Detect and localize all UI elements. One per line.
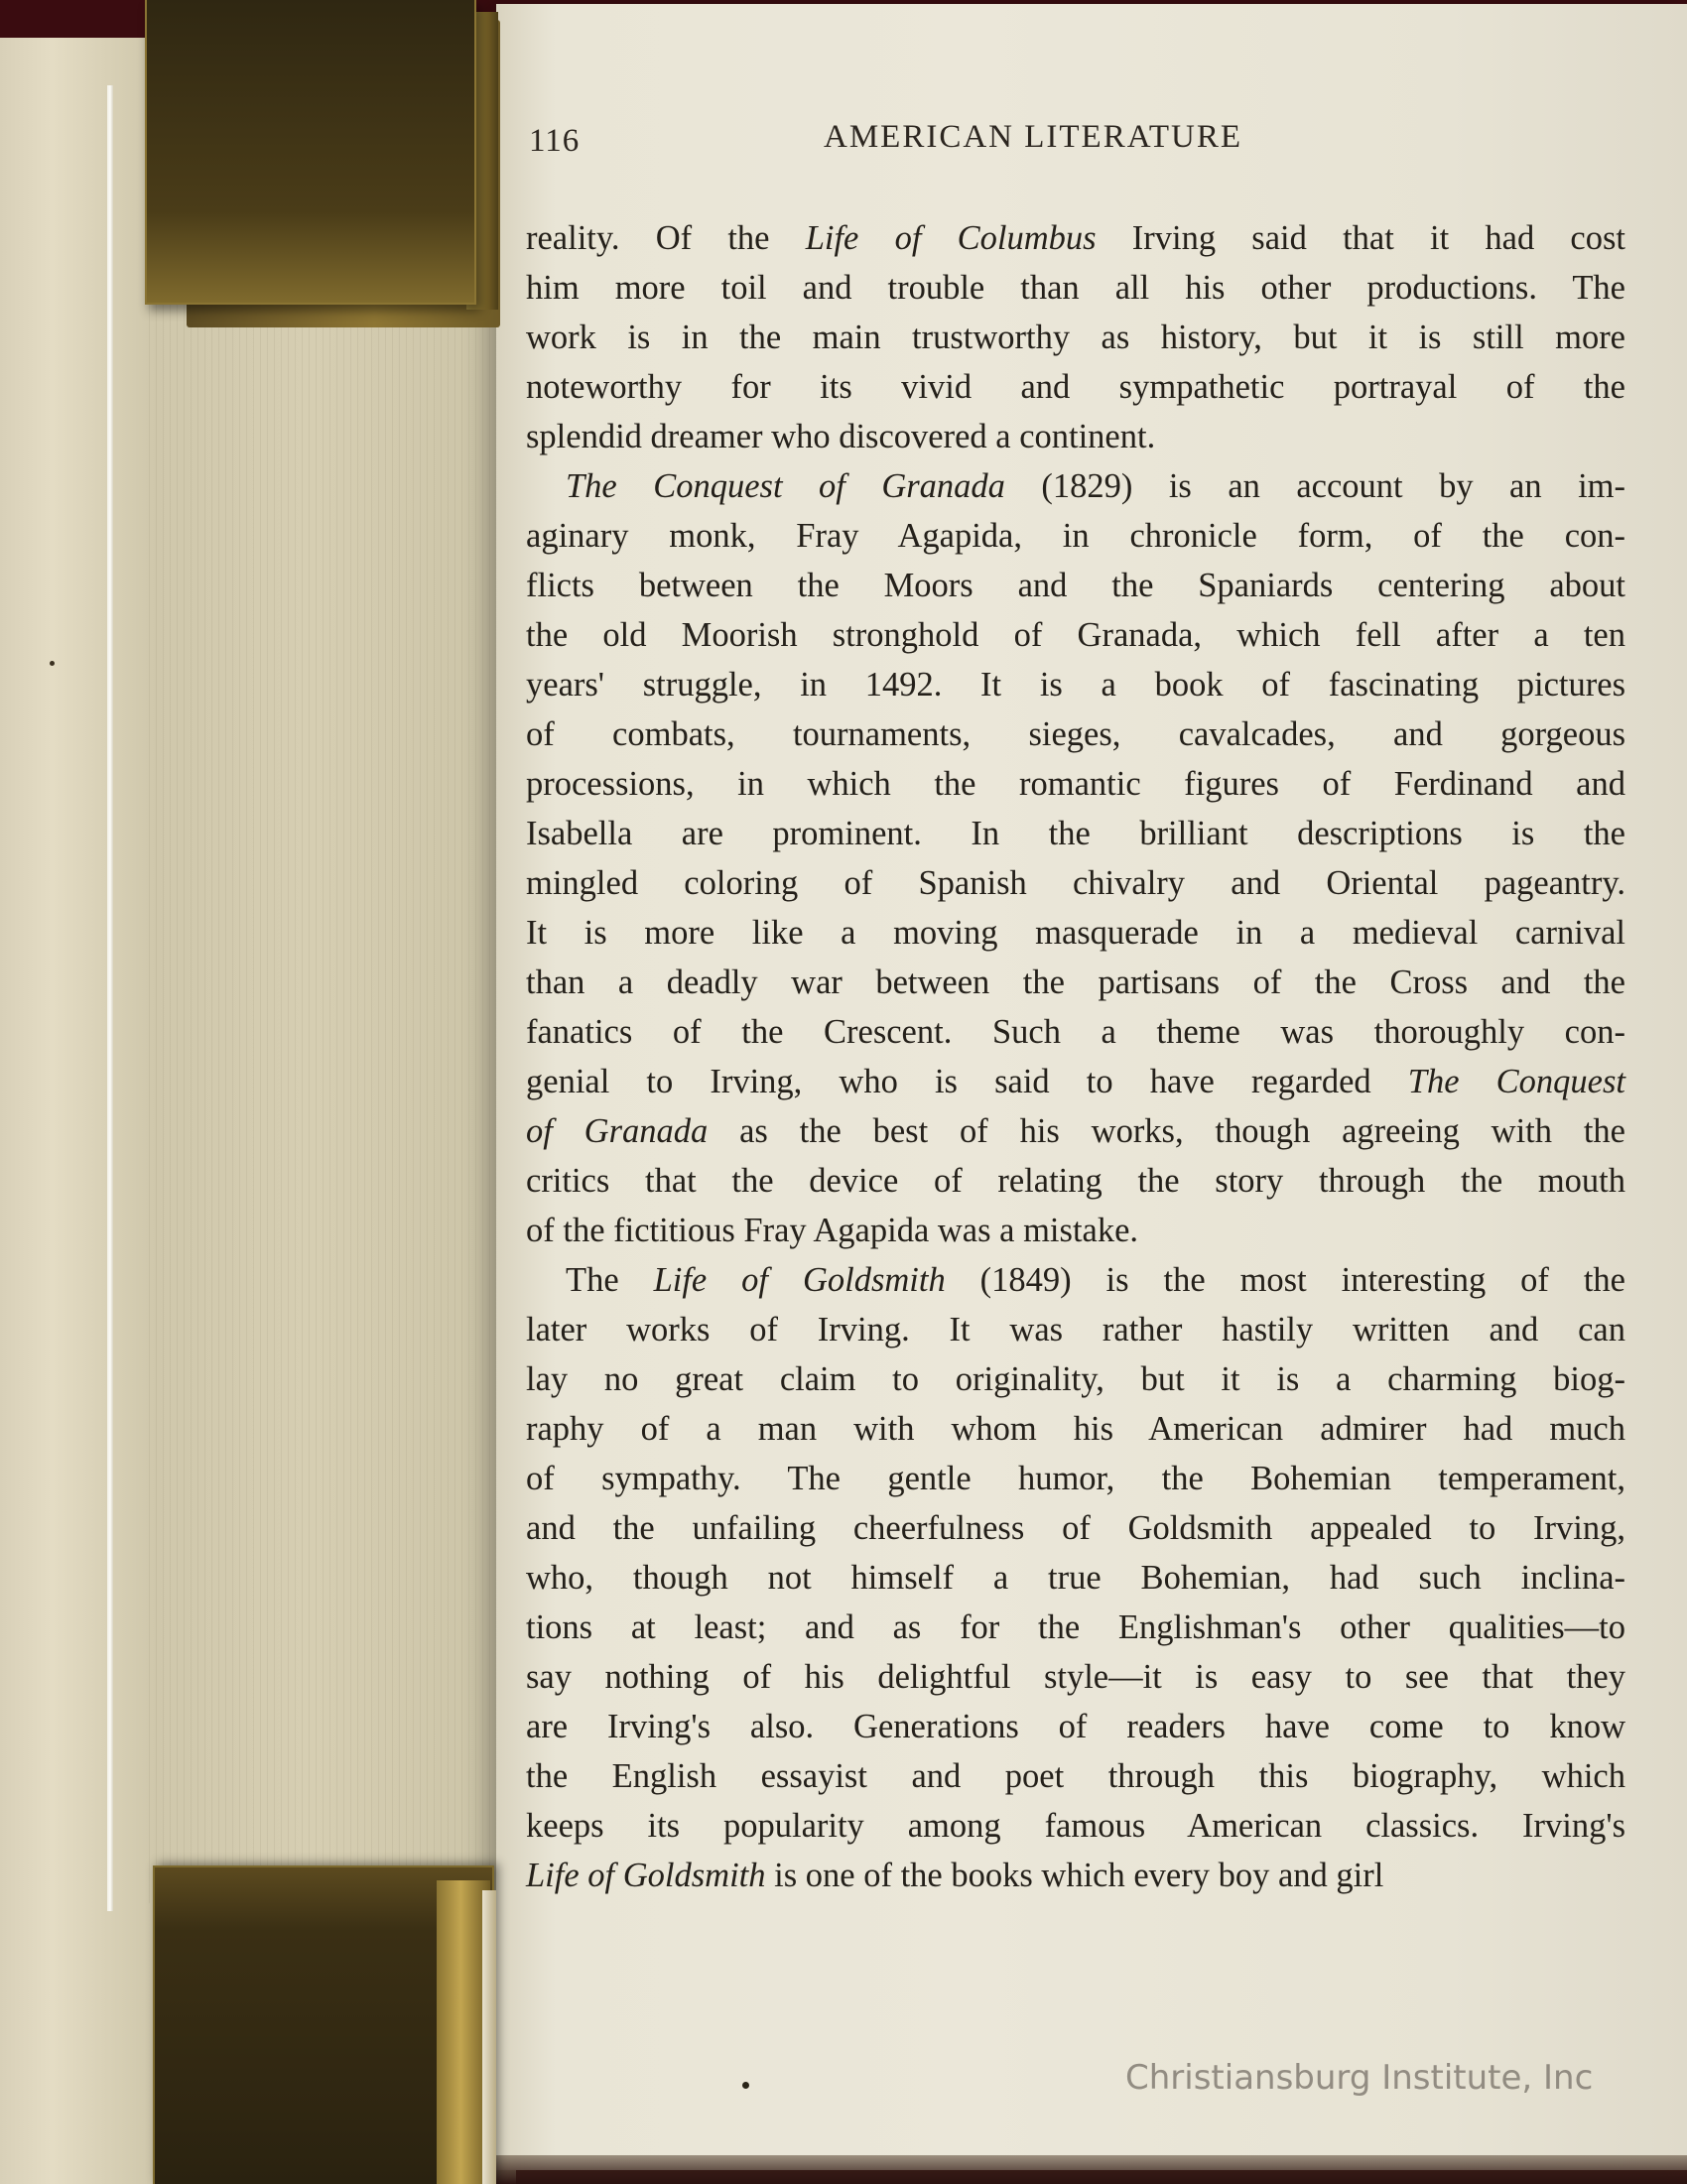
text-line [526,1057,1625,1106]
text-line [526,362,1625,412]
text-run: of the fictitious Fray Agapida was a mistake. [526,1212,1139,1249]
text-run: years' struggle, in 1492. It is a book of fascinating pictures [526,666,1625,704]
italic-title: Life of Columbus [805,219,1097,257]
text-run: as the best of his works, though agreeing with the [708,1112,1625,1150]
text-line [526,1702,1625,1751]
text-line [526,1007,1625,1057]
text-run: lay no great claim to originality, but it is a charming biog- [526,1360,1625,1398]
text-run: is one of the books which every boy and girl [765,1857,1384,1894]
text-run: Isabella are prominent. In the brilliant descriptions is the [526,815,1625,852]
text-run: of sympathy. The gentle humor, the Bohemian temperament, [526,1460,1625,1497]
text-line [526,1404,1625,1454]
italic-title: of Granada [526,1112,709,1150]
text-run: genial to Irving, who is said to have regarded [526,1063,1408,1100]
text-run: (1829) is an account by an im- [1004,467,1625,505]
speck [50,661,55,666]
text-run: are Irving's also. Generations of readers have come to know [526,1708,1625,1745]
text-line [526,1603,1625,1652]
text-line [526,1553,1625,1603]
text-run: later works of Irving. It was rather hastily written and can [526,1311,1625,1349]
text-run: say nothing of his delightful style—it is easy to see that they [526,1658,1625,1696]
left-page-stack [0,38,516,2184]
text-line [526,461,1625,511]
text-run: the old Moorish stronghold of Granada, which fell after a ten [526,616,1625,654]
text-run: reality. Of the [526,219,806,257]
text-run: aginary monk, Fray Agapida, in chronicle form, of the con- [526,517,1625,555]
running-head [529,119,1303,169]
text-line [526,412,1625,461]
text-run: keeps its popularity among famous American classics. Irving's [526,1807,1625,1845]
text-line [526,1106,1625,1156]
text-line [526,1801,1625,1851]
page-bottom-shadow [496,2155,1687,2184]
page-edge-strip [107,85,113,1911]
text-line [526,1454,1625,1503]
text-line [526,1851,1625,1900]
text-line [526,660,1625,709]
text-run: fanatics of the Crescent. Such a theme was thoroughly con- [526,1013,1625,1051]
text-run: mingled coloring of Spanish chivalry and Oriental pageantry. [526,864,1625,902]
text-line [526,213,1625,263]
text-line [526,1206,1625,1255]
text-run: Irving said that it had cost [1096,219,1625,257]
text-line [526,610,1625,660]
text-run: than a deadly war between the partisans of the Cross and the [526,964,1625,1001]
text-line [526,858,1625,908]
text-line [526,908,1625,958]
text-run: tions at least; and as for the Englishman's other qualities—to [526,1608,1625,1646]
text-line [526,511,1625,561]
text-run: It is more like a moving masquerade in a medieval carnival [526,914,1625,952]
text-run: the English essayist and poet through this biography, which [526,1757,1625,1795]
text-run: processions, in which the romantic figures of Ferdinand and [526,765,1625,803]
text-line [526,1156,1625,1206]
page-number: 116 [529,123,581,159]
text-line [526,759,1625,809]
text-run: and the unfailing cheerfulness of Goldsmith appealed to Irving, [526,1509,1625,1547]
text-run: of combats, tournaments, sieges, cavalcades, and gorgeous [526,715,1625,753]
text-line [526,1305,1625,1354]
text-run: critics that the device of relating the story through the mouth [526,1162,1625,1200]
italic-title: Life of Goldsmith [653,1261,946,1299]
speck [742,2082,749,2089]
page-clip-top [145,0,476,305]
text-run: splendid dreamer who discovered a continent. [526,418,1156,455]
text-line [526,1255,1625,1305]
text-run: (1849) is the most interesting of the [945,1261,1625,1299]
text-run: The [566,1261,654,1299]
page-edge-lines [149,296,496,1903]
text-line [526,263,1625,313]
text-run: flicts between the Moors and the Spaniards centering about [526,567,1625,604]
page-clip-bottom-side [482,1890,496,2184]
text-line [526,958,1625,1007]
book-title: AMERICAN LITERATURE [824,119,1243,155]
watermark: Christiansburg Institute, Inc [1125,2058,1594,2098]
italic-title: The Conquest [1407,1063,1625,1100]
text-run: who, though not himself a true Bohemian, had such inclina- [526,1559,1625,1597]
text-line [526,709,1625,759]
text-line [526,1652,1625,1702]
text-line [526,809,1625,858]
text-run: work is in the main trustworthy as history, but it is still more [526,319,1625,356]
italic-title: The Conquest of Granada [566,467,1005,505]
text-line [526,1751,1625,1801]
text-line [526,1503,1625,1553]
text-line [526,561,1625,610]
text-line [526,313,1625,362]
text-line [526,1354,1625,1404]
text-run: raphy of a man with whom his American admirer had much [526,1410,1625,1448]
text-run: noteworthy for its vivid and sympathetic portrayal of the [526,368,1625,406]
italic-title: Life of Goldsmith [526,1857,766,1894]
body-text [526,213,1625,1900]
text-run: him more toil and trouble than all his other productions. The [526,269,1625,307]
